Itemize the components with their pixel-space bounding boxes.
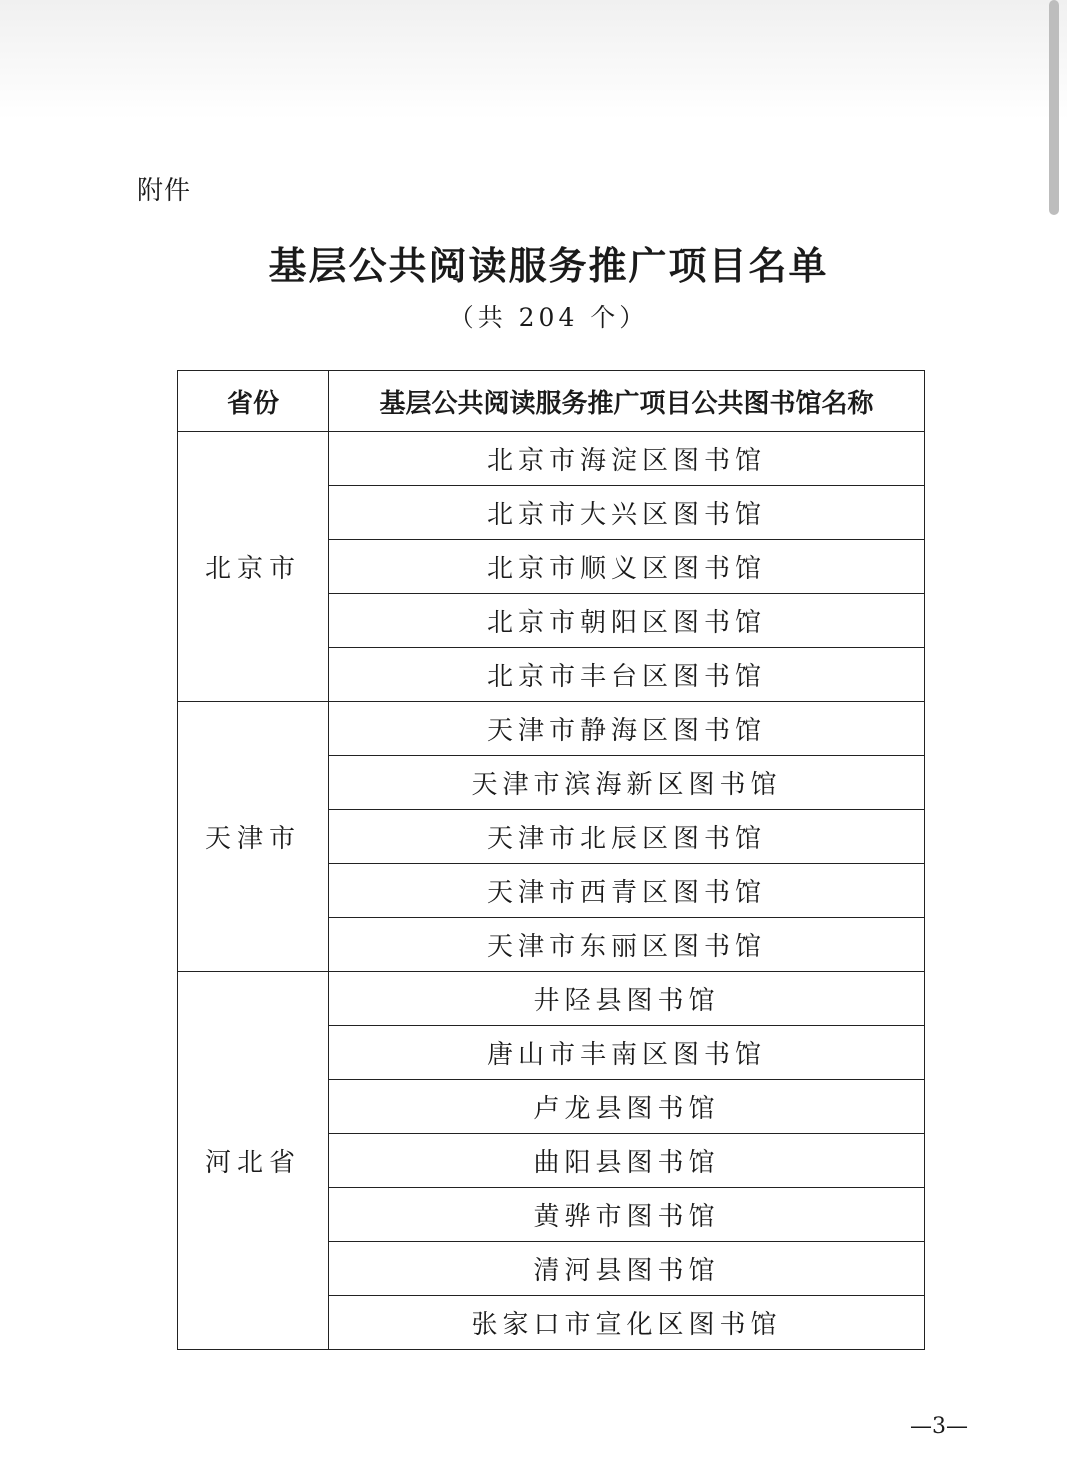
library-cell: 北京市海淀区图书馆: [329, 432, 925, 486]
library-cell: 黄骅市图书馆: [329, 1188, 925, 1242]
page-background-shade: [0, 0, 1067, 120]
library-cell: 天津市静海区图书馆: [329, 702, 925, 756]
library-list-table: [177, 370, 925, 1350]
province-cell: 河北省: [178, 972, 329, 1350]
vertical-scrollbar[interactable]: [1049, 0, 1059, 215]
library-cell: 张家口市宣化区图书馆: [329, 1296, 925, 1350]
library-cell: 卢龙县图书馆: [329, 1080, 925, 1134]
province-cell: 天津市: [178, 702, 329, 972]
library-cell: 清河县图书馆: [329, 1242, 925, 1296]
library-cell: 北京市大兴区图书馆: [329, 486, 925, 540]
library-cell: 北京市丰台区图书馆: [329, 648, 925, 702]
attachment-label: 附件: [137, 176, 192, 206]
library-cell: 天津市滨海新区图书馆: [329, 756, 925, 810]
table-header-row: [178, 371, 925, 432]
page-number: —3—: [910, 1414, 968, 1439]
library-cell: 北京市顺义区图书馆: [329, 540, 925, 594]
library-cell: 天津市西青区图书馆: [329, 864, 925, 918]
document-title: 基层公共阅读服务推广项目名单: [268, 243, 829, 288]
table-row: [178, 432, 925, 486]
header-library-name: 基层公共阅读服务推广项目公共图书馆名称: [329, 371, 925, 432]
table-row: [178, 972, 925, 1026]
document-subtitle: （共 204 个）: [448, 303, 649, 332]
province-cell: 北京市: [178, 432, 329, 702]
library-cell: 北京市朝阳区图书馆: [329, 594, 925, 648]
library-cell: 井陉县图书馆: [329, 972, 925, 1026]
table-row: [178, 702, 925, 756]
library-cell: 唐山市丰南区图书馆: [329, 1026, 925, 1080]
library-cell: 曲阳县图书馆: [329, 1134, 925, 1188]
library-cell: 天津市东丽区图书馆: [329, 918, 925, 972]
library-cell: 天津市北辰区图书馆: [329, 810, 925, 864]
header-province: 省份: [178, 371, 329, 432]
